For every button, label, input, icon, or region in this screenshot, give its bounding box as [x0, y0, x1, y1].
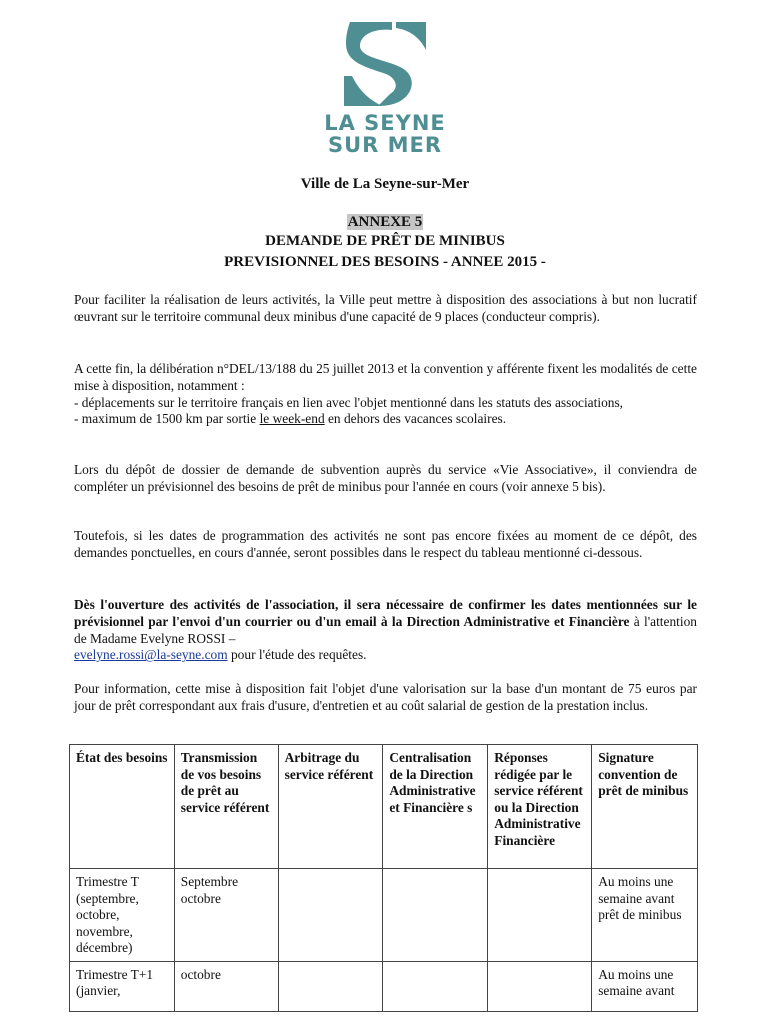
table-cell	[488, 869, 592, 962]
logo-line2: SUR MER	[327, 133, 443, 157]
city-logo	[318, 16, 452, 160]
table-row	[70, 961, 698, 1011]
item-2-end: en dehors des vacances scolaires.	[324, 411, 507, 427]
paragraph-deliberation	[74, 361, 697, 428]
deliberation-intro: A cette fin, la délibération n°DEL/13/188 du 25 juillet 2013 et la convention y afférente fixent les modalités de cette mise à disposition, notamment :	[74, 361, 697, 393]
schedule-table	[69, 744, 698, 1012]
paragraph-confirmation	[74, 597, 697, 664]
table-cell	[383, 869, 488, 962]
table-cell: Trimestre T+1 (janvier,	[70, 961, 175, 1011]
header-cell: Transmission de vos besoins de prêt au service référent	[174, 745, 278, 869]
annexe-highlight: ANNEXE 5	[347, 214, 423, 230]
item-2-start: - maximum de 1500 km par sortie	[74, 411, 260, 427]
table-cell: Au moins une semaine avant prêt de minibus	[592, 869, 698, 962]
document-subtitle: PREVISIONNEL DES BESOINS - ANNEE 2015 -	[224, 254, 546, 270]
confirmation-rest: à l'attention de Madame Evelyne ROSSI –	[74, 613, 697, 646]
header-cell: Arbitrage du service référent	[278, 745, 383, 869]
table-row	[70, 869, 698, 962]
deliberation-item-1: - déplacements sur le territoire français en lien avec l'objet mentionné dans les statuts des associations,	[74, 394, 624, 410]
annexe-label	[0, 214, 770, 231]
table-cell	[278, 869, 383, 962]
deliberation-item-2	[74, 411, 697, 428]
header-cell: Réponses rédigée par le service référent ou la Direction Administrative Financière	[488, 745, 592, 869]
city-name: Ville de La Seyne-sur-Mer	[300, 176, 470, 192]
confirmation-bold: Dès l'ouverture des activités de l'association, il sera nécessaire de confirmer les dates mentionnées sur le prévisionnel par l'envoi d'un courrier ou d'un email à la Direction Administrative et Financière	[74, 597, 697, 629]
paragraph-subvention: Lors du dépôt de dossier de demande de subvention auprès du service «Vie Associative», il conviendra de compléter un prévisionnel des besoins de prêt de minibus pour l'année en cours (voir annexe 5 bis).	[74, 462, 697, 494]
table-header-row	[70, 745, 698, 869]
paragraph-dates: Toutefois, si les dates de programmation des activités ne sont pas encore fixées au moment de ce dépôt, des demandes ponctuelles, en cours d'année, seront possibles dans le respect du tableau mentionné ci-dessous.	[74, 528, 697, 560]
paragraph-intro: Pour faciliter la réalisation de leurs activités, la Ville peut mettre à disposition des associations à but non lucratif œuvrant sur le territoire communal deux minibus d'une capacité de 9 places (conducteur compris).	[74, 292, 697, 324]
confirmation-end: pour l'étude des requêtes.	[227, 647, 367, 663]
email-link[interactable]: evelyne.rossi@la-seyne.com	[74, 647, 228, 663]
table-cell: Trimestre T (septembre, octobre, novembre, décembre)	[70, 869, 175, 962]
paragraph-valorisation: Pour information, cette mise à disposition fait l'objet d'une valorisation sur la base d'un montant de 75 euros par jour de prêt correspondant aux frais d'usure, d'entretien et au coût salarial de gestion de la prestation inclus.	[74, 681, 697, 713]
s-logo-icon	[330, 16, 440, 110]
table-cell	[383, 961, 488, 1011]
table-cell	[278, 961, 383, 1011]
table-cell	[488, 961, 592, 1011]
table-cell: octobre	[174, 961, 278, 1011]
item-2-underlined: le week-end	[259, 411, 325, 427]
header-cell: État des besoins	[70, 745, 175, 869]
header-cell: Signature convention de prêt de minibus	[592, 745, 698, 869]
table-cell: Septembre octobre	[174, 869, 278, 962]
logo-line1: LA SEYNE	[324, 111, 446, 135]
table-cell: Au moins une semaine avant	[592, 961, 698, 1011]
header-cell: Centralisation de la Direction Administrative et Financière s	[383, 745, 488, 869]
document-title: DEMANDE DE PRÊT DE MINIBUS	[265, 233, 505, 249]
